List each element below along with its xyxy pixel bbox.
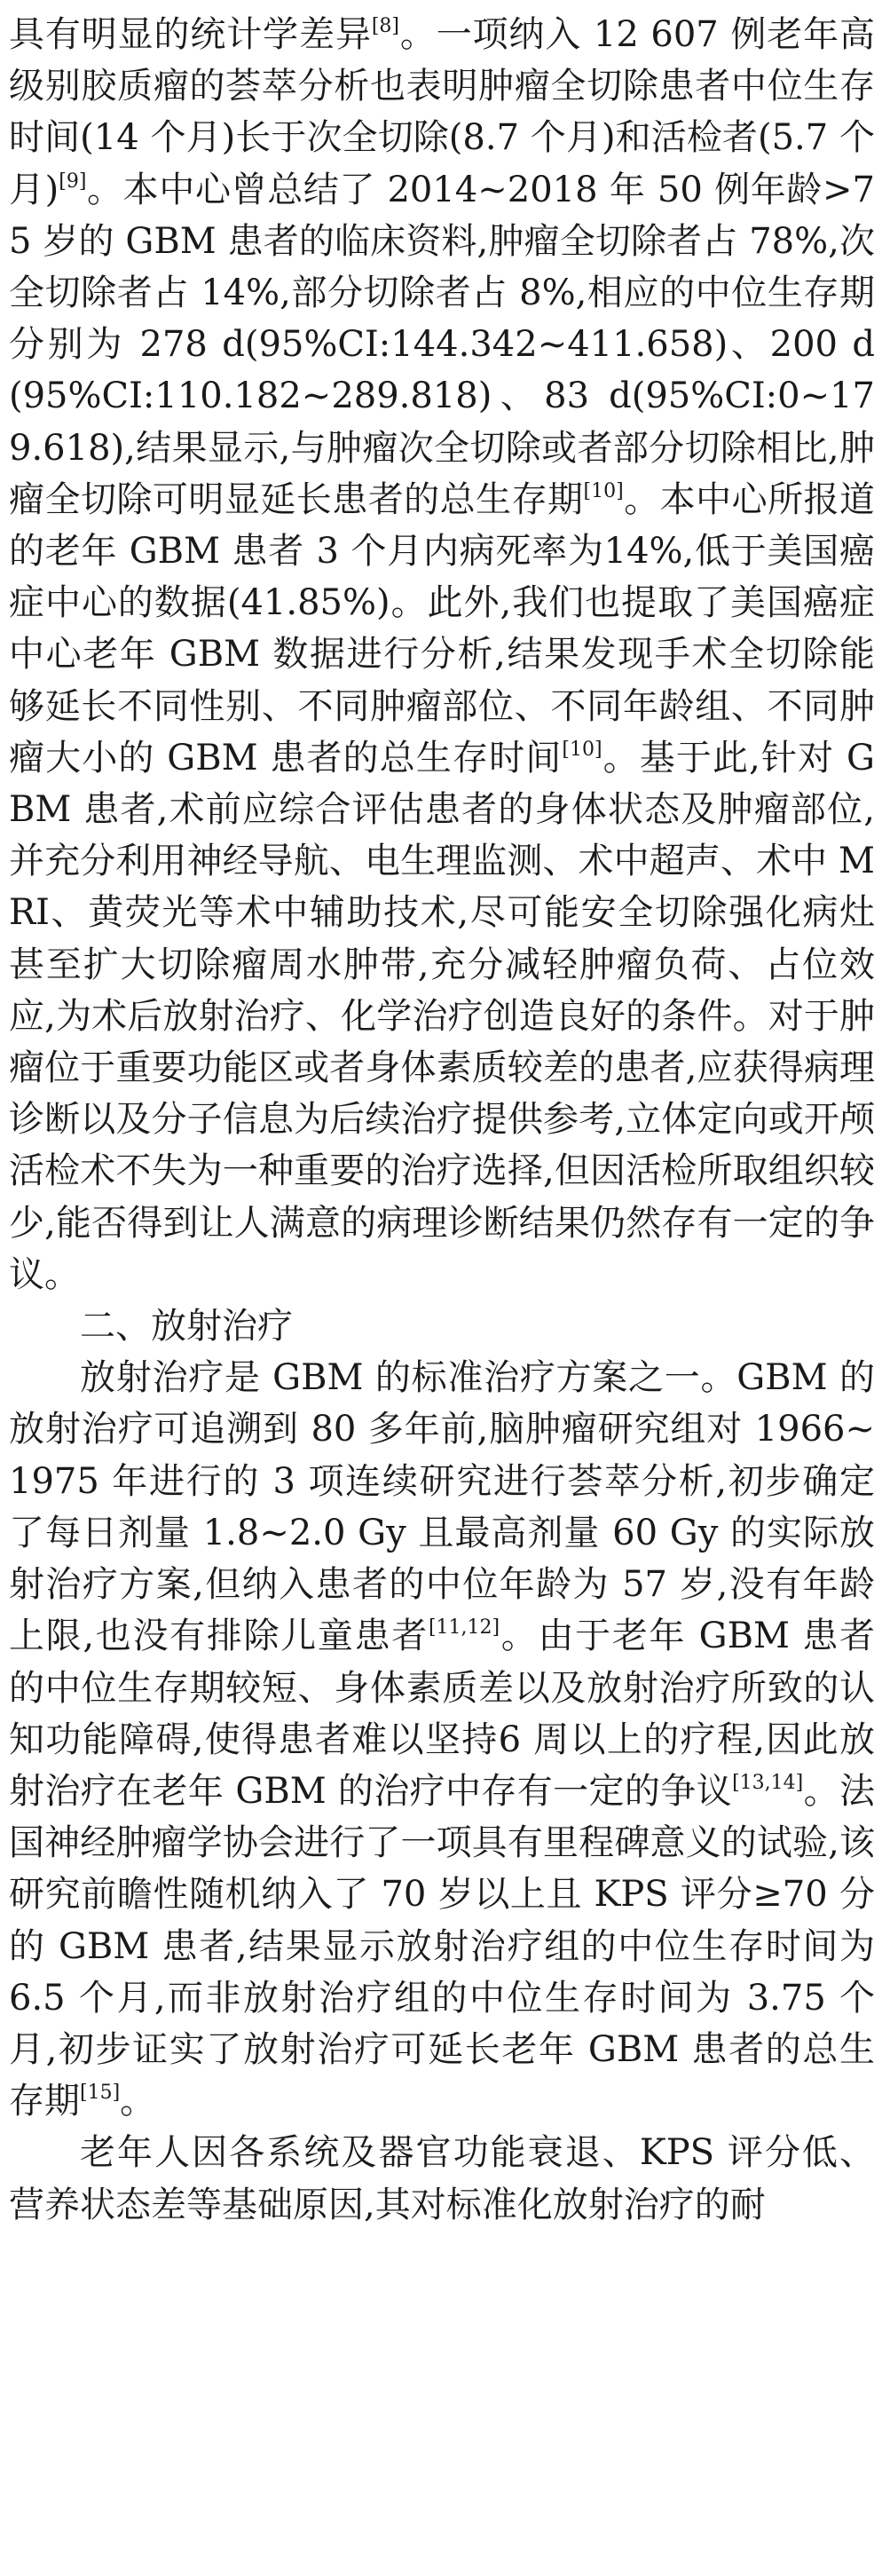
- text-run: 。法国神经肿瘤学协会进行了一项具有里程碑意义的试验,该研究前瞻性随机纳入了 70 岁以上且 KPS 评分≥70 分的 GBM 患者,结果显示放射治疗组的中位生存时间为 6.5 个月,而非放射治疗组的中位生存时间为 3.75 个月,初步证实了放射治疗可延长老年 GBM 患者的总生存期: [9, 1770, 876, 2122]
- citation-ref: [13,14]: [732, 1771, 804, 1794]
- citation-ref: [11,12]: [428, 1616, 500, 1640]
- body-paragraph-radiotherapy: [9, 1352, 875, 2127]
- text-run: 。本中心曾总结了 2014~2018 年 50 例年龄>75 岁的 GBM 患者的临床资料,肿瘤全切除者占 78%,次全切除者占 14%,部分切除者占 8%,相应的中位生存期分别为 278 d(95%CI:144.342~411.658)、200 d(95%CI:110.182~289.818)、83 d(95%CI:0~179.618),结果显示,与肿瘤次全切除或者部分切除相比,肿瘤全切除可明显延长患者的总生存期: [9, 169, 875, 520]
- citation-ref: [8]: [371, 15, 400, 37]
- text-run: 。一项纳入 12 607 例老年高级别胶质瘤的荟萃分析也表明肿瘤全切除患者中位生存时间(14 个月)长于次全切除(8.7 个月)和活检者(5.7 个月): [9, 14, 876, 210]
- text-run: 。本中心所报道的老年 GBM 患者 3 个月内病死率为14%,低于美国癌症中心的数据(41.85%)。此外,我们也提取了美国癌症中心老年 GBM 数据进行分析,结果发现手术全切除能够延长不同性别、不同肿瘤部位、不同年龄组、不同肿瘤大小的 GBM 患者的总生存时间: [9, 478, 876, 778]
- citation-ref: [10]: [583, 479, 624, 502]
- section-heading-radiotherapy: [9, 1300, 875, 1352]
- text-run: 放射治疗是 GBM 的标准治疗方案之一。GBM 的放射治疗可追溯到 80 多年前,脑肿瘤研究组对 1966~1975 年进行的 3 项连续研究进行荟萃分析,初步确定了每日剂量 1.8~2.0 Gy 且最高剂量 60 Gy 的实际放射治疗方案,但纳入患者的中位年龄为 57 岁,没有年龄上限,也没有排除儿童患者: [9, 1357, 875, 1657]
- heading-text: 二、放射治疗: [80, 1306, 293, 1347]
- citation-ref: [9]: [59, 170, 87, 193]
- text-run: 。由于老年 GBM 患者的中位生存期较短、身体素质差以及放射治疗所致的认知功能障碍,使得患者难以坚持6 周以上的疗程,因此放射治疗在老年 GBM 的治疗中存有一定的争议: [9, 1616, 876, 1812]
- text-run: 具有明显的统计学差异: [9, 14, 372, 55]
- citation-ref: [10]: [562, 738, 602, 761]
- body-paragraph-elderly-tolerance: [9, 2127, 875, 2230]
- body-paragraph-surgery: [9, 9, 875, 1300]
- text-run: 。基于此,针对 GBM 患者,术前应综合评估患者的身体状态及肿瘤部位,并充分利用神经导航、电生理监测、术中超声、术中 MRI、黄荧光等术中辅助技术,尽可能安全切除强化病灶甚至扩大切除瘤周水肿带,充分减轻肿瘤负荷、占位效应,为术后放射治疗、化学治疗创造良好的条件。对于肿瘤位于重要功能区或者身体素质较差的患者,应获得病理诊断以及分子信息为后续治疗提供参考,立体定向或开颅活检术不失为一种重要的治疗选择,但因活检所取组织较少,能否得到让人满意的病理诊断结果仍然存有一定的争议。: [9, 737, 876, 1295]
- citation-ref: [15]: [80, 2082, 121, 2105]
- text-run: 老年人因各系统及器官功能衰退、KPS 评分低、营养状态差等基础原因,其对标准化放射治疗的耐: [9, 2132, 875, 2225]
- text-run: 。: [120, 2081, 156, 2122]
